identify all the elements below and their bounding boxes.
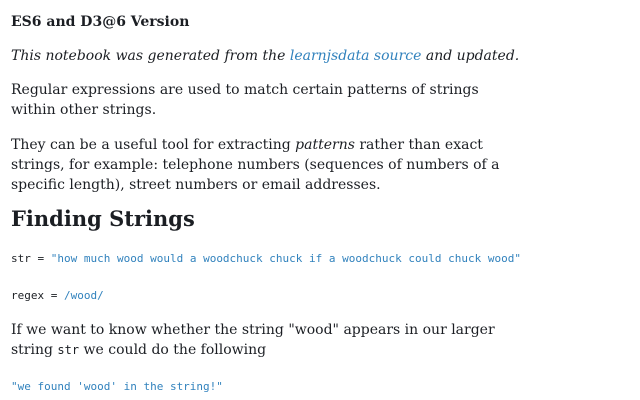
patterns-emphasis: patterns bbox=[295, 137, 355, 153]
str-inline-code: str bbox=[57, 343, 80, 357]
str-variable-name: str bbox=[11, 252, 31, 265]
str-value: "how much wood would a woodchuck chuck if a woodchuck could chuck wood" bbox=[50, 252, 521, 265]
str-equals: = bbox=[30, 252, 51, 265]
str-cell-output[interactable] bbox=[11, 251, 521, 267]
finding-strings-heading: Finding Strings bbox=[11, 206, 195, 231]
search-text-after: we could do the following bbox=[79, 342, 267, 358]
regex-variable-name: regex bbox=[11, 289, 45, 302]
found-string-value: "we found 'wood' in the string!" bbox=[11, 380, 223, 393]
intro-text-before: This notebook was generated from the bbox=[11, 48, 290, 64]
intro-paragraph bbox=[11, 46, 519, 66]
found-cell-output[interactable] bbox=[11, 379, 223, 395]
regex-usefulness-paragraph bbox=[11, 135, 501, 195]
regex-equals: = bbox=[44, 289, 64, 302]
search-explanation-paragraph bbox=[11, 320, 501, 360]
regex-value: /wood/ bbox=[64, 289, 104, 302]
search-text-before: If we want to know whether the string "wood" appears in our larger string bbox=[11, 322, 495, 358]
regex-cell-output[interactable] bbox=[11, 288, 104, 304]
usefulness-text-before: They can be a useful tool for extracting bbox=[11, 137, 296, 153]
intro-text-after: and updated. bbox=[421, 48, 520, 64]
regex-description-paragraph: Regular expressions are used to match certain patterns of strings within other strings. bbox=[11, 82, 479, 118]
version-heading: ES6 and D3@6 Version bbox=[11, 14, 190, 30]
usefulness-text-after: rather than exact strings, for example: telephone numbers (sequences of numbers of a specific length), street numbers or email addresses. bbox=[11, 137, 500, 193]
learnjsdata-source-link[interactable]: learnjsdata source bbox=[289, 48, 422, 64]
